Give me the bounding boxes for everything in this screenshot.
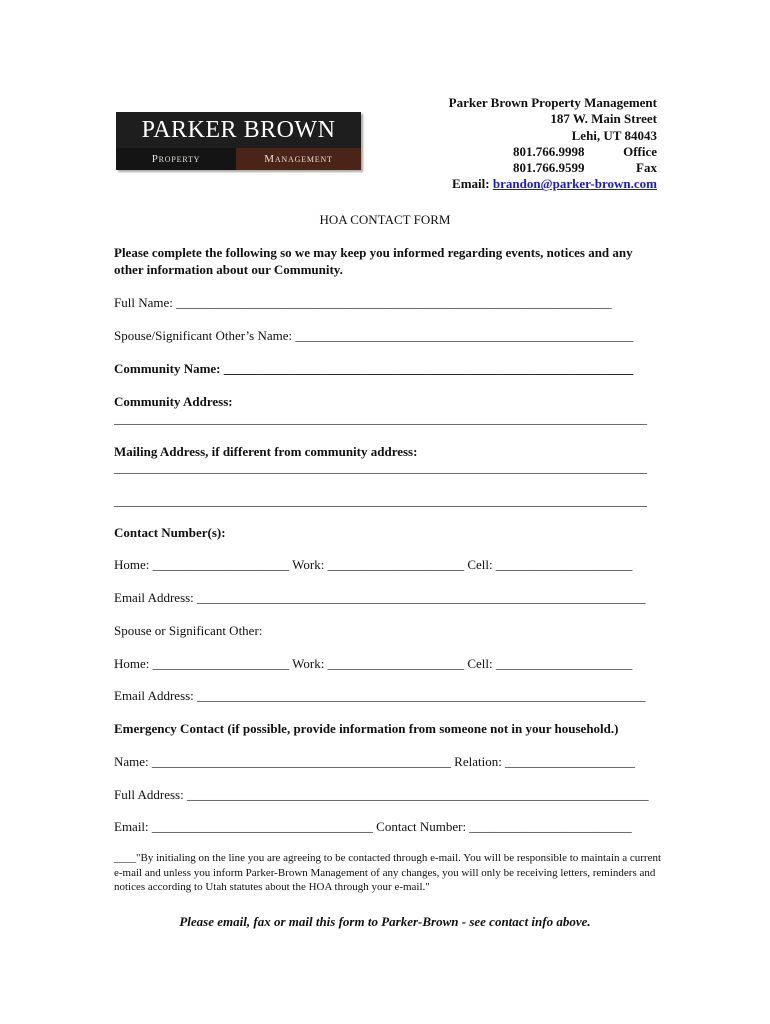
email-link[interactable]: brandon@parker-brown.com (492, 176, 657, 192)
form-title: HOA CONTACT FORM (319, 212, 451, 227)
email-row (410, 176, 657, 192)
mailing-address-line-2[interactable]: __________________________________________________________________________________ (114, 493, 647, 508)
logo-bottom-band (116, 148, 361, 170)
form-intro: Please complete the following so we may keep you informed regarding events, notices and any other information about our Community. (114, 245, 633, 277)
emergency-name-relation-field[interactable]: Name: ______________________________________________ Relation: ____________________ (114, 754, 636, 769)
emergency-email-contact-field[interactable]: Email: __________________________________ Contact Number: _________________________ (114, 819, 632, 834)
logo-property-text: Property (116, 148, 236, 170)
logo-title: PARKER BROWN (141, 117, 336, 143)
fax-label: Fax (636, 160, 657, 176)
community-name-field[interactable]: Community Name: _______________________________________________________________ (114, 361, 634, 376)
initial-consent-note: ____"By initialing on the line you are agreeing to be contacted through e-mail. You will be responsible to maintain a current e-mail and unless you inform Parker-Brown Management of any changes, you will only be receiving letters, reminders and notices according to Utah statutes about the HOA through your e-mail." (114, 852, 662, 894)
company-name: Parker Brown Property Management (448, 95, 657, 110)
phone-numbers-field[interactable]: Home: _____________________ Work: _____________________ Cell: _____________________ (114, 557, 633, 572)
contact-numbers-label: Contact Number(s): (114, 525, 226, 540)
full-name-field[interactable]: Full Name: ___________________________________________________________________ (114, 295, 612, 310)
city-state-zip: Lehi, UT 84043 (571, 127, 657, 143)
logo-top-band (116, 112, 361, 148)
spouse-name-field[interactable]: Spouse/Significant Other’s Name: ____________________________________________________ (114, 328, 634, 343)
spouse-email-address-field[interactable]: Email Address: _____________________________________________________________________ (114, 688, 646, 703)
email-label: Email: (452, 176, 490, 192)
office-number: 801.766.9998 (513, 143, 585, 159)
emergency-contact-label: Emergency Contact (if possible, provide information from someone not in your household.) (114, 721, 619, 736)
footer-instructions: Please email, fax or mail this form to Parker-Brown - see contact info above. (179, 914, 591, 929)
street-address: 187 W. Main Street (550, 111, 657, 127)
office-phone-row (410, 144, 657, 160)
parker-brown-logo (116, 112, 361, 170)
contact-block (410, 95, 657, 193)
emergency-full-address-field[interactable]: Full Address: _______________________________________________________________________ (114, 787, 649, 802)
email-address-field[interactable]: Email Address: _____________________________________________________________________ (114, 590, 646, 605)
community-address-line[interactable]: __________________________________________________________________________________ (114, 411, 647, 426)
community-address-label: Community Address: (114, 394, 233, 409)
fax-number: 801.766.9599 (513, 160, 585, 176)
spouse-label: Spouse or Significant Other: (114, 623, 263, 638)
logo-management-text: Management (236, 148, 361, 170)
office-label: Office (623, 143, 657, 159)
mailing-address-label: Mailing Address, if different from community address: (114, 444, 418, 459)
fax-row (410, 160, 657, 176)
spouse-phone-numbers-field[interactable]: Home: _____________________ Work: _____________________ Cell: _____________________ (114, 656, 633, 671)
mailing-address-line-1[interactable]: __________________________________________________________________________________ (114, 460, 647, 475)
